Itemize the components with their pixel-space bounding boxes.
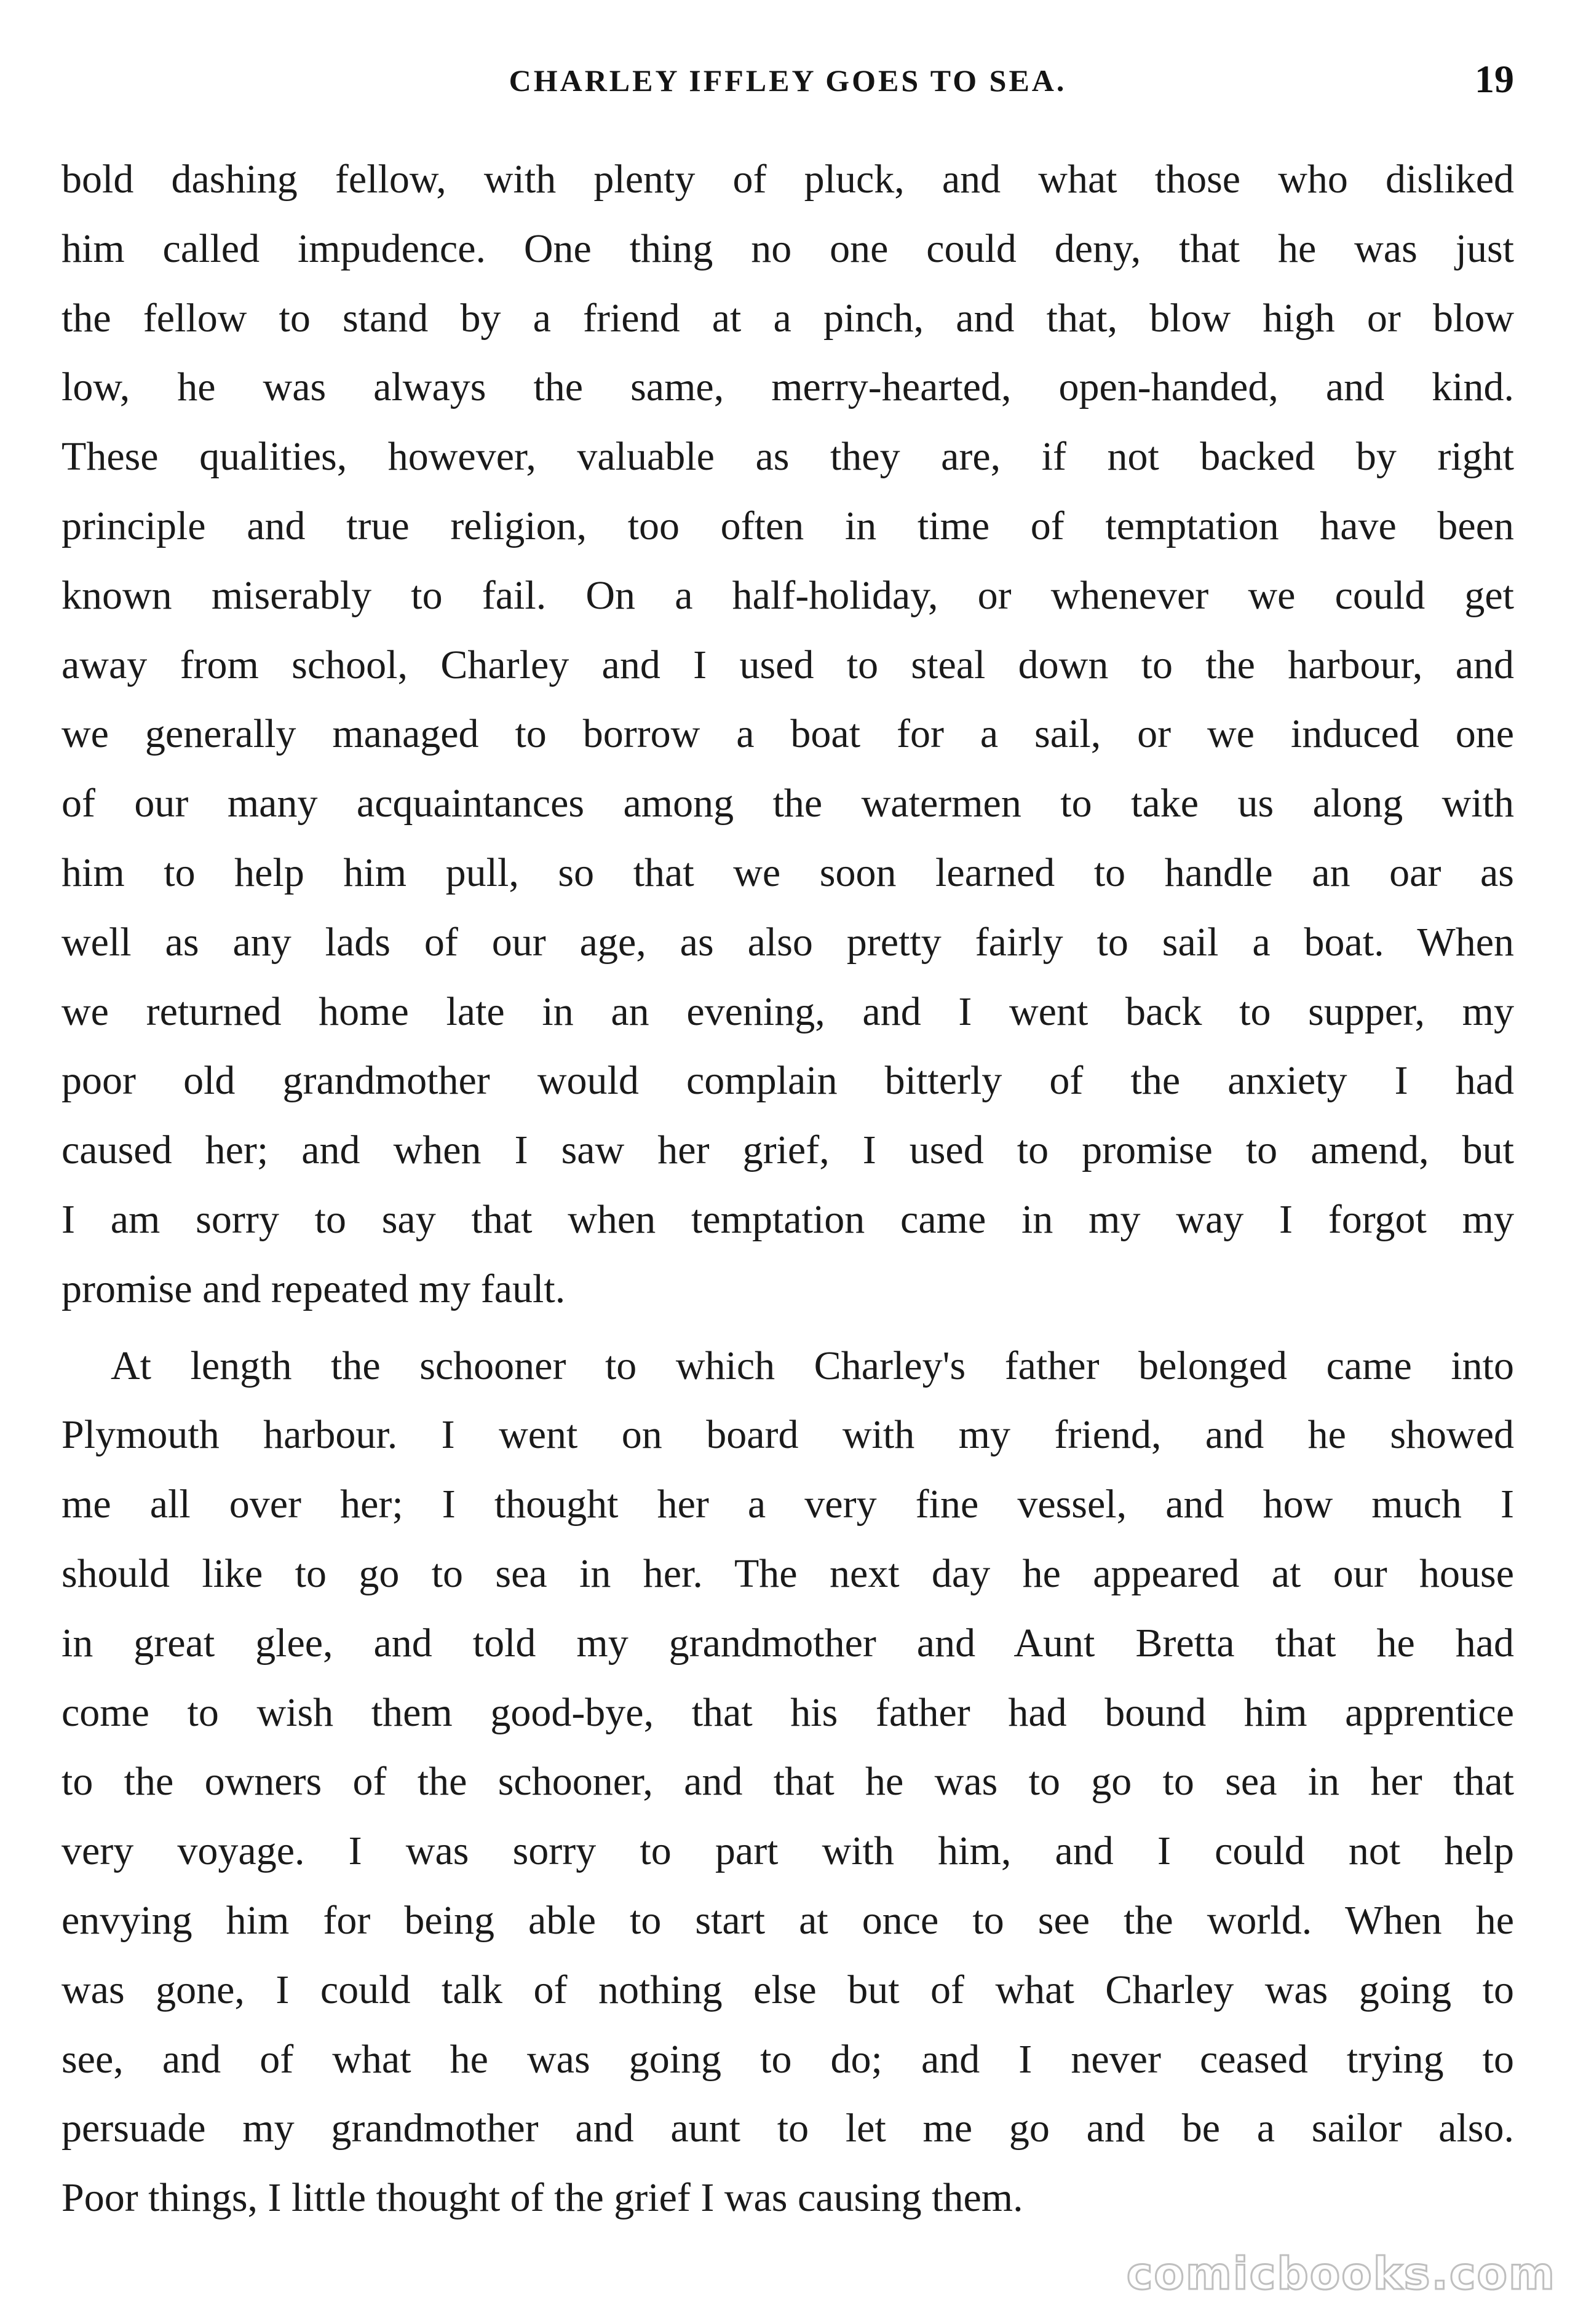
text-line: caused her; and when I saw her grief, I used to promise to amend, but [61,1128,1514,1173]
text-line: bold dashing fellow, with plenty of pluck, and what those who disliked [61,157,1514,202]
running-title: CHARLEY IFFLEY GOES TO SEA. [509,63,1067,98]
text-line: Poor things, I little thought of the grief I was causing them. [61,2175,1023,2221]
text-line: the fellow to stand by a friend at a pinch, and that, blow high or blow [61,295,1514,341]
page-number: 19 [1475,57,1514,101]
text-line: I am sorry to say that when temptation came in my way I forgot my [61,1196,1514,1242]
text-line: him to help him pull, so that we soon learned to handle an oar as [61,850,1514,895]
text-line: persuade my grandmother and aunt to let me go and be a sailor also. [61,2106,1514,2151]
text-line: principle and true religion, too often in time of temptation have been [61,503,1514,548]
text-line: envying him for being able to start at once to see the world. When he [61,1897,1514,1943]
body-text [61,145,1514,2233]
text-line: very voyage. I was sorry to part with him, and I could not help [61,1828,1514,1874]
text-line: me all over her; I thought her a very fine vessel, and how much I [61,1482,1514,1527]
text-line: to the owners of the schooner, and that he was to go to sea in her that [61,1759,1514,1804]
watermark-logo: comicbooks.com [1126,2248,1556,2299]
text-line: well as any lads of our age, as also pretty fairly to sail a boat. When [61,919,1514,965]
text-line: come to wish them good-bye, that his father had bound him apprentice [61,1690,1514,1735]
paragraph [61,145,1514,1324]
text-line: him called impudence. One thing no one could deny, that he was just [61,226,1514,271]
text-line: was gone, I could talk of nothing else but of what Charley was going to [61,1967,1514,2012]
text-line: we returned home late in an evening, and I went back to supper, my [61,989,1514,1034]
running-header [61,57,1514,106]
text-line: low, he was always the same, merry-hearted, open-handed, and kind. [61,365,1514,410]
text-line: known miserably to fail. On a half-holiday, or whenever we could get [61,572,1514,618]
text-line: At length the schooner to which Charley's father belonged came into [111,1343,1514,1388]
text-line: poor old grandmother would complain bitterly of the anxiety I had [61,1058,1514,1104]
text-line: should like to go to sea in her. The next day he appeared at our house [61,1551,1514,1596]
text-line: These qualities, however, valuable as they are, if not backed by right [61,434,1514,480]
text-line: we generally managed to borrow a boat for a sail, or we induced one [61,711,1514,757]
text-line: see, and of what he was going to do; and I never ceased trying to [61,2036,1514,2082]
text-line: promise and repeated my fault. [61,1266,566,1311]
text-line: in great glee, and told my grandmother and Aunt Bretta that he had [61,1620,1514,1666]
text-line: Plymouth harbour. I went on board with my friend, and he showed [61,1412,1514,1458]
paragraph-gap [61,1324,1514,1332]
text-line: away from school, Charley and I used to steal down to the harbour, and [61,642,1514,687]
paragraph [61,1332,1514,2233]
text-line: of our many acquaintances among the watermen to take us along with [61,781,1514,826]
